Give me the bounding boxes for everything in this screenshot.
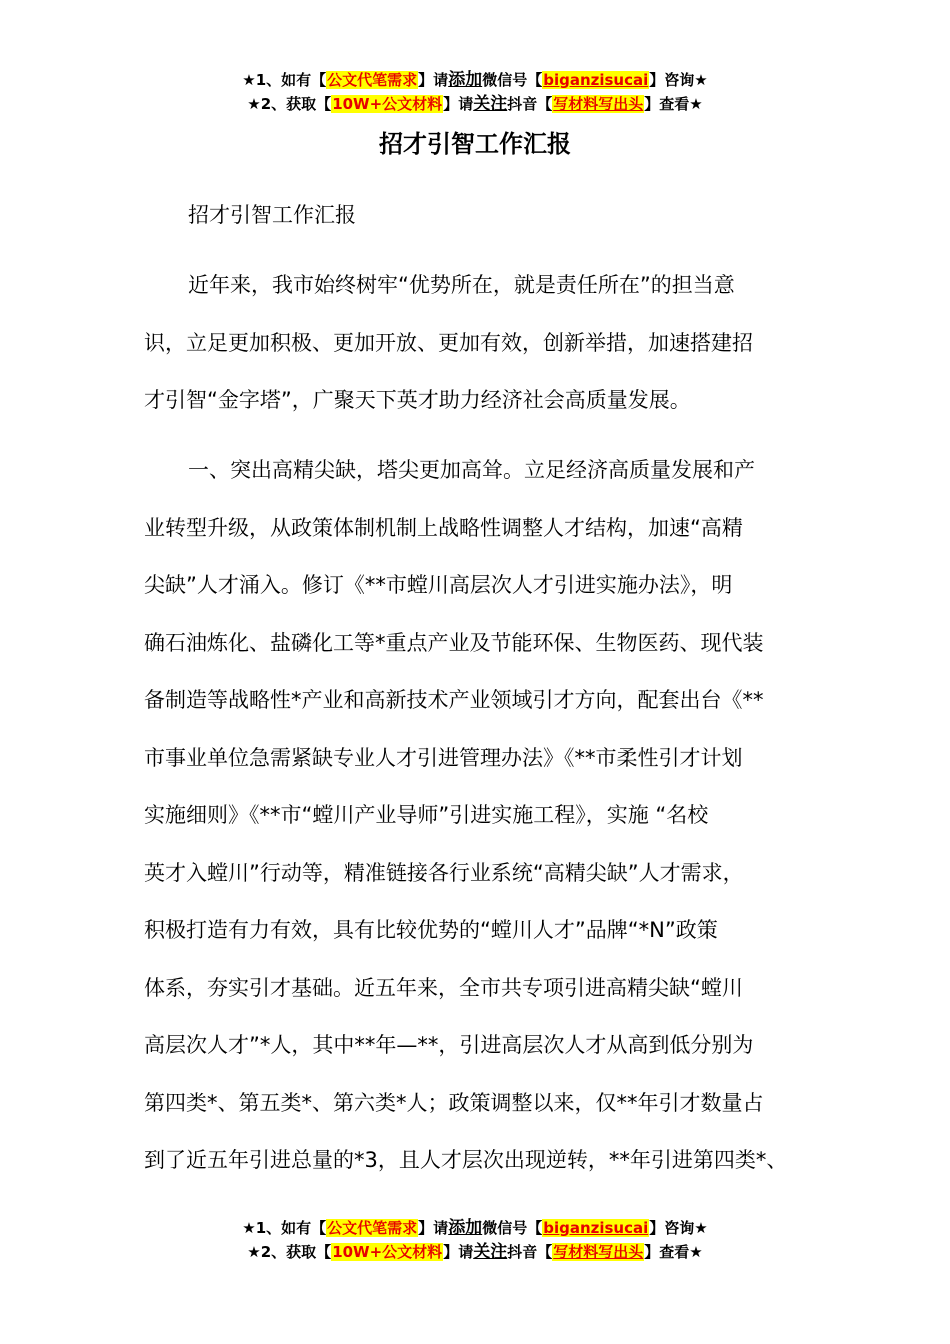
promo-line-1 — [0, 1216, 950, 1240]
promo-line-2 — [0, 1240, 950, 1264]
promo-text: 】咨询★ — [649, 1219, 708, 1237]
promo-highlight: 公文代笔需求 — [327, 1219, 418, 1237]
subtitle-text: 招才引智工作汇报 — [188, 203, 356, 227]
promo-highlight: 10W+公文材料 — [332, 95, 443, 113]
promo-text: ★1、如有【 — [242, 1219, 327, 1237]
promo-line-1 — [0, 68, 950, 92]
promo-text: 】请 — [418, 1219, 449, 1237]
paragraph-line: 第四类*、第五类*、第六类*人；政策调整以来，仅**年引才数量占 — [144, 1090, 764, 1115]
paragraph-line: 积极打造有力有效，具有比较优势的“螳川人才”品牌“*N”政策 — [144, 918, 718, 942]
promo-text: 】请 — [443, 95, 474, 113]
paragraph-line: 高层次人才”*人，其中**年—**，引进高层次人才从高到低分别为 — [144, 1033, 754, 1057]
paragraph-line: 到了近五年引进总量的*3，且人才层次出现逆转，**年引进第四类*、 — [144, 1148, 788, 1172]
paragraph-line: 尖缺”人才涌入。修订《**市螳川高层次人才引进实施办法》，明 — [144, 573, 733, 597]
promo-text: 】咨询★ — [649, 71, 708, 89]
paragraph-line: 近年来，我市始终树牢“优势所在，就是责任所在”的担当意 — [188, 273, 735, 297]
promo-highlight: 公文代笔需求 — [327, 71, 418, 89]
paragraph-line: 一、突出高精尖缺，塔尖更加高耸。立足经济高质量发展和产 — [188, 458, 755, 482]
paragraph-line: 实施细则》《**市“螳川产业导师”引进实施工程》，实施 “名校 — [144, 803, 709, 827]
promo-emphasis: 添加 — [448, 1218, 483, 1238]
document-title: 招才引智工作汇报 — [379, 130, 571, 158]
promo-banner-bottom — [0, 1216, 950, 1264]
document-subtitle — [144, 187, 834, 245]
promo-text: 抖音【 — [507, 95, 553, 113]
promo-highlight: biganzisucai — [543, 71, 649, 89]
paragraph-line: 确石油炼化、盐磷化工等*重点产业及节能环保、生物医药、现代装 — [144, 630, 764, 655]
paragraph-line: 英才入螳川”行动等，精准链接各行业系统“高精尖缺”人才需求， — [144, 860, 744, 885]
promo-emphasis: 关注 — [473, 1242, 508, 1262]
paragraph-line: 业转型升级，从政策体制机制上战略性调整人才结构，加速“高精 — [144, 515, 743, 540]
promo-banner-top — [0, 68, 950, 116]
promo-highlight: 写材料写出头 — [553, 1243, 644, 1261]
promo-text: 抖音【 — [507, 1243, 553, 1261]
promo-emphasis: 关注 — [473, 94, 508, 114]
paragraph-section-one — [144, 442, 834, 1190]
paragraph-line: 才引智“金字塔”，广聚天下英才助力经济社会高质量发展。 — [144, 388, 691, 412]
paragraph-line: 体系，夯实引才基础。近五年来，全市共专项引进高精尖缺“螳川 — [144, 975, 743, 1000]
promo-highlight: 10W+公文材料 — [332, 1243, 443, 1261]
paragraph-line: 备制造等战略性*产业和高新技术产业领域引才方向，配套出台《** — [144, 688, 764, 712]
promo-text: 微信号【 — [482, 1219, 543, 1237]
promo-text: 】请 — [418, 71, 449, 89]
promo-highlight: biganzisucai — [543, 1219, 649, 1237]
promo-text: ★1、如有【 — [242, 71, 327, 89]
promo-text: ★2、获取【 — [247, 1243, 332, 1261]
promo-text: ★2、获取【 — [247, 95, 332, 113]
promo-text: 微信号【 — [482, 71, 543, 89]
promo-highlight: 写材料写出头 — [553, 95, 644, 113]
paragraph-intro — [144, 257, 834, 430]
promo-emphasis: 添加 — [448, 70, 483, 90]
promo-text: 】查看★ — [644, 1243, 703, 1261]
promo-line-2 — [0, 92, 950, 116]
promo-text: 】查看★ — [644, 95, 703, 113]
promo-text: 】请 — [443, 1243, 474, 1261]
paragraph-line: 市事业单位急需紧缺专业人才引进管理办法》《**市柔性引才计划 — [144, 745, 743, 770]
paragraph-line: 识，立足更加积极、更加开放、更加有效，创新举措，加速搭建招 — [144, 330, 753, 355]
